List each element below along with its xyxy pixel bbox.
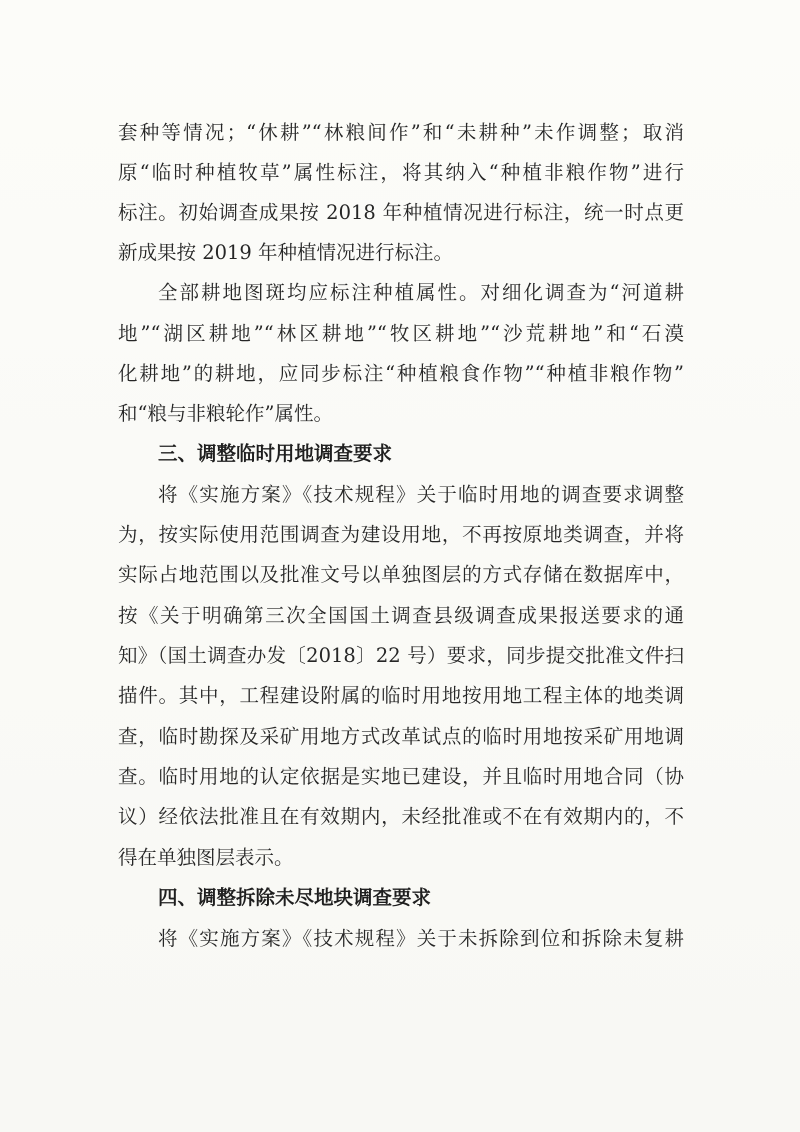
- paragraph-3-line-1: 将《实施方案》《技术规程》关于临时用地的调查要求调整: [158, 483, 684, 506]
- paragraph-2-line-1: 全部耕地图斑均应标注种植属性。对细化调查为“河道耕: [158, 281, 684, 304]
- paragraph-3-line-3: 实际占地范围以及批准文号以单独图层的方式存储在数据库中，: [118, 563, 684, 586]
- paragraph-2-line-3: 化耕地”的耕地，应同步标注“种植粮食作物”“种植非粮作物”: [118, 362, 684, 385]
- paragraph-3-line-5: 知》（国土调查办发〔2018〕22 号）要求，同步提交批准文件扫: [118, 644, 684, 667]
- section-heading-4: 四、调整拆除未尽地块调查要求: [158, 886, 432, 909]
- paragraph-1-line-1: 套种等情况；“休耕”“林粮间作”和“未耕种”未作调整；取消: [118, 121, 684, 144]
- paragraph-3-line-6: 描件。其中，工程建设附属的临时用地按用地工程主体的地类调: [118, 684, 684, 707]
- paragraph-3-line-9: 议）经依法批准且在有效期内，未经批准或不在有效期内的，不: [118, 805, 684, 828]
- paragraph-3-line-10: 得在单独图层表示。: [118, 846, 294, 869]
- paragraph-3-line-8: 查。临时用地的认定依据是实地已建设，并且临时用地合同（协: [118, 765, 684, 788]
- paragraph-1-line-2: 原“临时种植牧草”属性标注，将其纳入“种植非粮作物”进行: [118, 161, 684, 184]
- section-heading-3: 三、调整临时用地调查要求: [158, 442, 393, 465]
- paragraph-3-line-4: 按《关于明确第三次全国国土调查县级调查成果报送要求的通: [118, 604, 684, 627]
- paragraph-2-line-2: 地”“湖区耕地”“林区耕地”“牧区耕地”“沙荒耕地”和“石漠: [118, 322, 684, 345]
- paragraph-4-line-1: 将《实施方案》《技术规程》关于未拆除到位和拆除未复耕: [158, 927, 684, 950]
- paragraph-3-line-7: 查，临时勘探及采矿用地方式改革试点的临时用地按采矿用地调: [118, 725, 684, 748]
- paragraph-1-line-3: 标注。初始调查成果按 2018 年种植情况进行标注，统一时点更: [118, 201, 684, 224]
- paragraph-1-line-4: 新成果按 2019 年种植情况进行标注。: [118, 241, 454, 264]
- paragraph-2-line-4: 和“粮与非粮轮作”属性。: [118, 402, 333, 425]
- paragraph-3-line-2: 为，按实际使用范围调查为建设用地，不再按原地类调查，并将: [118, 523, 684, 546]
